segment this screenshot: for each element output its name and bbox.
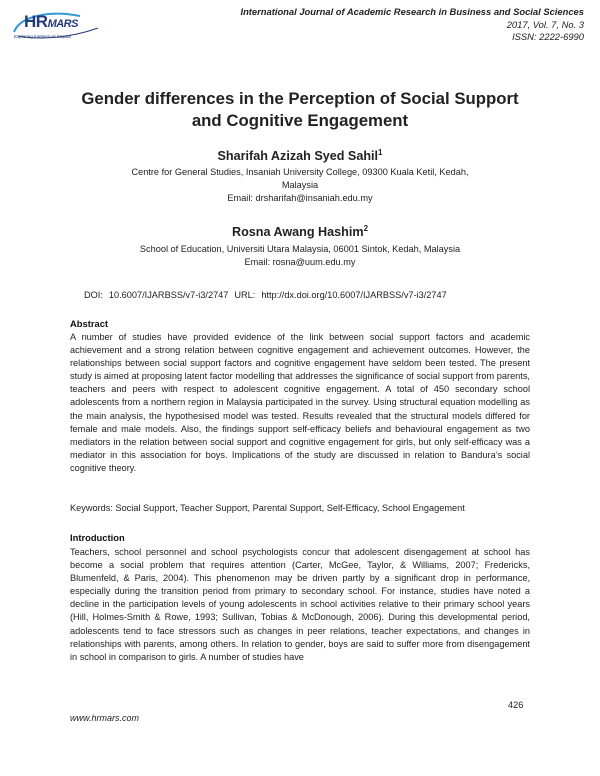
paper-title: Gender differences in the Perception of Social Support and Cognitive Engagement bbox=[81, 89, 519, 130]
journal-volume: 2017, Vol. 7, No. 3 bbox=[506, 18, 584, 30]
doi-line: DOI: 10.6007/IJARBSS/v7-i3/2747 URL: http://dx.doi.org/10.6007/IJARBSS/v7-i3/2747 bbox=[84, 290, 447, 300]
journal-issn: ISSN: 2222-6990 bbox=[512, 31, 584, 43]
author-2-affiliation: School of Education, Universiti Utara Malaysia, 06001 Sintok, Kedah, Malaysia Email: rosna@uum.edu.my bbox=[90, 243, 510, 269]
author-1-email: Email: drsharifah@insaniah.edu.my bbox=[227, 193, 373, 203]
doi-value[interactable]: 10.6007/IJARBSS/v7-i3/2747 bbox=[108, 290, 229, 300]
doi-url-link[interactable]: http://dx.doi.org/10.6007/IJARBSS/v7-i3/2747 bbox=[261, 290, 447, 300]
author-2-name: Rosna Awang Hashim$^2$ bbox=[231, 224, 369, 240]
logo-text: HRMARS bbox=[24, 12, 78, 31]
keywords: Keywords: Social Support, Teacher Support, Parental Support, Self-Efficacy, School Engagement bbox=[70, 503, 465, 513]
abstract-text: A number of studies have provided evidence of the link between social support factors and academic achievement and a strong relation between cognitive engagement and achievement outcomes. However, the relationships between social support factors and cognitive engagement have seldom been tested. The present study is aimed at proposing latent factor modelling that addresses the significance of social support from parents, teachers and peers with respect to adolescent cognitive engagement. A total of 450 secondary school adolescents from a northern region in Malaysia participated in the survey. Using structural equation modelling as the main analysis, the hypothesised model was tested. Results revealed that the structural models differed for female and male models. Also, the findings support self-efficacy beliefs and behavioural engagement as two mediators in the relation between social support and cognitive engagement for girls, but only self-efficacy was a mediator in this association for boys. Implications of the study are discussed in relation to Bandura’s social cognitive theory. bbox=[70, 332, 530, 473]
author-1-name: Sharifah Azizah Syed Sahil$^1$ bbox=[217, 148, 383, 164]
author-1-affiliation: Centre for General Studies, Insaniah University College, 09300 Kuala Ketil, Kedah, Malaysia Email: drsharifah@insaniah.edu.my bbox=[90, 166, 510, 205]
abstract-heading: Abstract bbox=[70, 318, 109, 329]
logo-tagline: Exploring Intellectual Capital bbox=[14, 34, 71, 39]
hrmars-logo bbox=[10, 10, 102, 48]
introduction-heading: Introduction bbox=[70, 532, 125, 543]
journal-header bbox=[240, 6, 584, 44]
footer-url[interactable]: www.hrmars.com bbox=[70, 713, 140, 723]
journal-name: International Journal of Academic Research in Business and Social Sciences bbox=[240, 6, 584, 17]
introduction-text: Teachers, school personnel and school psychologists concur that adolescent disengagement at school has become a social problem that requires attention (Carter, McGee, Taylor, & Williams, 2007; Fredericks, Blumenfeld, & Paris, 2004). This phenomenon may be driven partly by a significant drop in performance, especially during the transition period from primary to secondary school. For instance, studies have noted a decline in the participation levels of young adolescents in school activities relative to their primary school years (Hill, Holmes-Smith & Rowe, 1993; Sullivan, Tobias & McDonough, 2006). During this developmental period, adolescents tend to face stressors such as changes in peer relations, teacher expectations, and changes in relationships with parents, among others. In relation to gender, boys are said to suffer more from disengagement in school in comparison to girls. A number of studies have bbox=[70, 547, 530, 662]
page-number: 426 bbox=[508, 700, 524, 710]
author-2-email: Email: rosna@uum.edu.my bbox=[244, 257, 356, 267]
